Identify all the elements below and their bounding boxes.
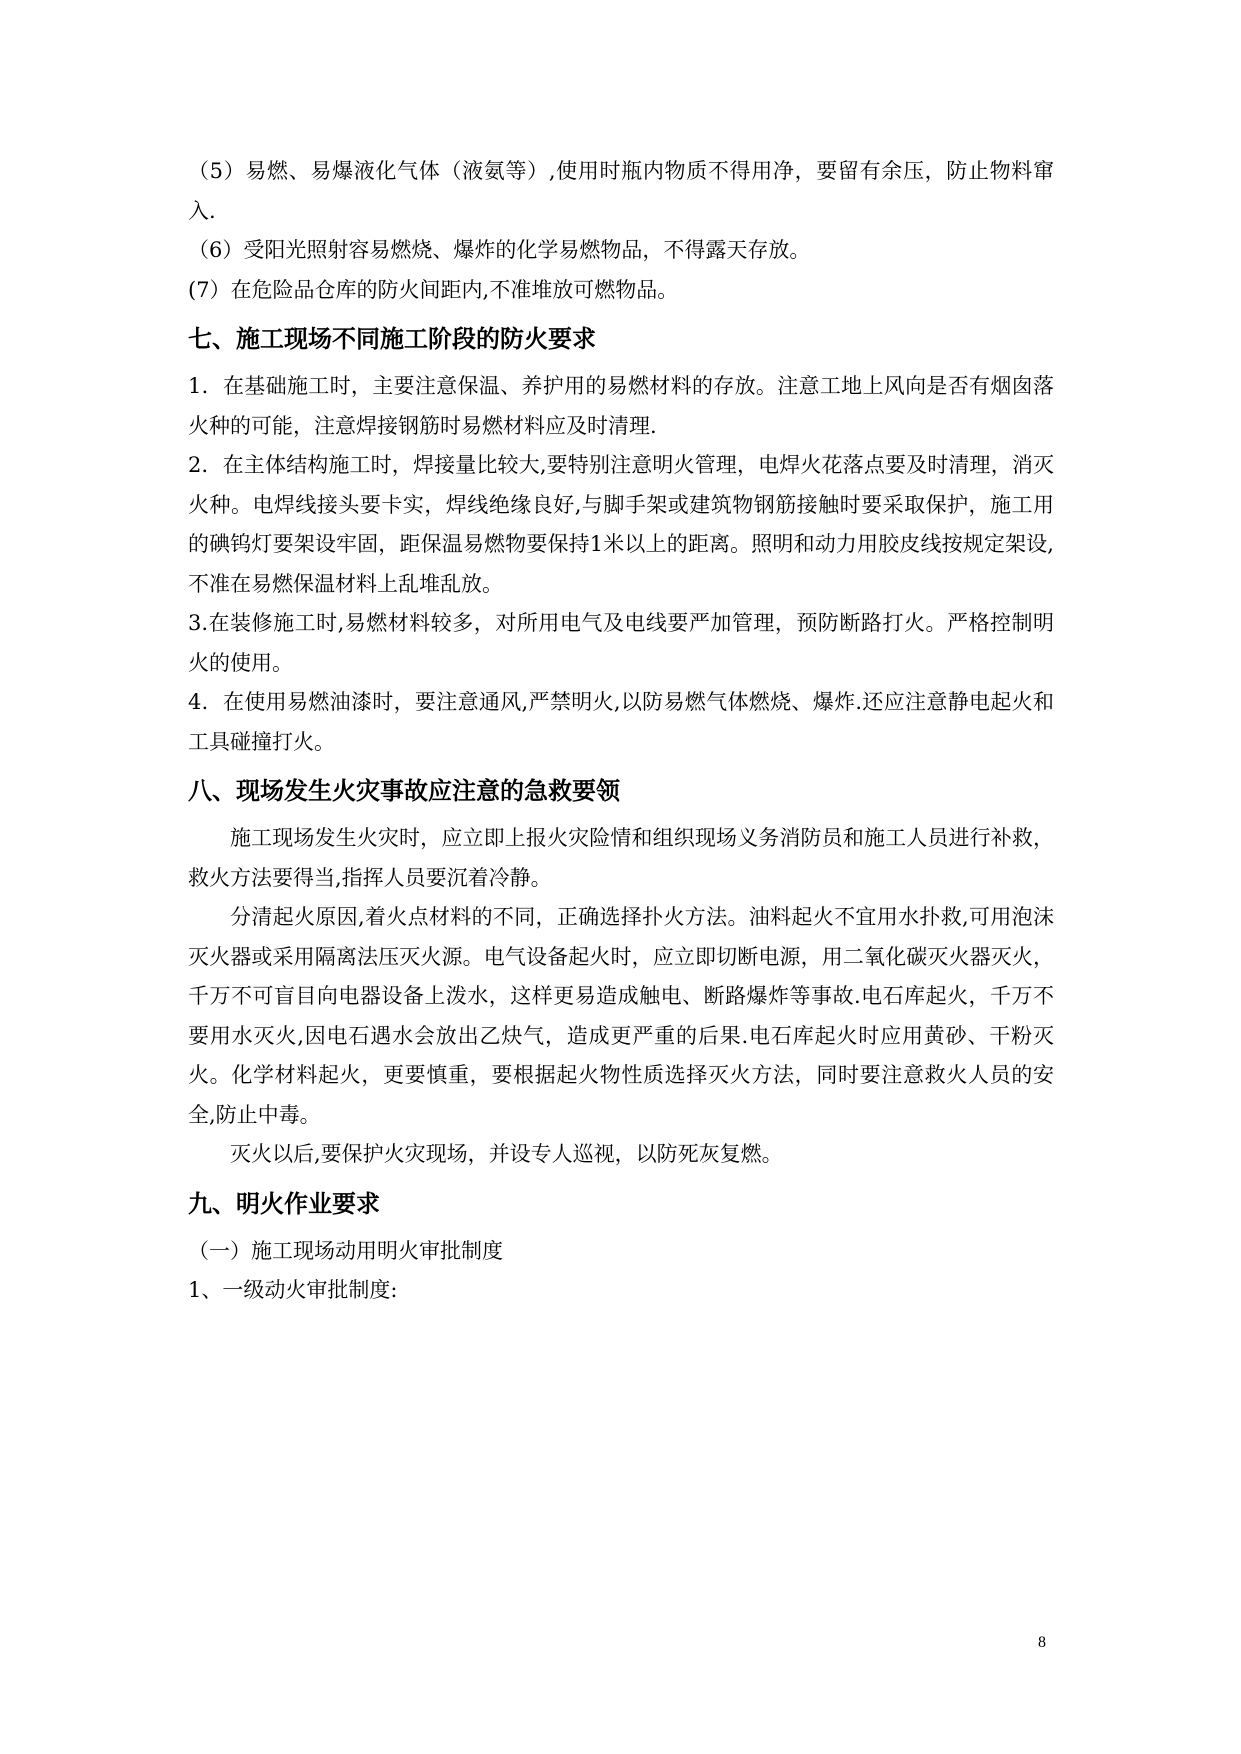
- paragraph: 4．在使用易燃油漆时，要注意通风,严禁明火,以防易燃气体燃烧、爆炸.还应注意静电起火和工具碰撞打火。: [188, 690, 1054, 754]
- section-open-flame-requirements: [188, 1186, 1054, 1311]
- paragraph: 2．在主体结构施工时，焊接量比较大,要特别注意明火管理，电焊火花落点要及时清理，消灭火种。电焊线接头要卡实，焊线绝缘良好,与脚手架或建筑物钢筋接触时要采取保护，施工用的碘钨灯要架设牢固，距保温易燃物要保持1米以上的距离。照明和动力用胶皮线按规定架设,不准在易燃保温材料上乱堆乱放。: [188, 453, 1054, 596]
- paragraph: 灭火以后,要保护火灾现场，并设专人巡视，以防死灰复燃。: [230, 1142, 783, 1166]
- paragraph: 分清起火原因,着火点材料的不同，正确选择扑火方法。油料起火不宜用水扑救,可用泡沫灭火器或采用隔离法压灭火源。电气设备起火时，应立即切断电源，用二氧化碳灭火器灭火，千万不可盲目向电器设备上泼水，这样更易造成触电、断路爆炸等事故.电石库起火，千万不要用水灭火,因电石遇水会放出乙炔气，造成更严重的后果.电石库起火时应用黄砂、干粉灭火。化学材料起火，更要慎重，要根据起火物性质选择灭火方法，同时要注意救火人员的安全,防止中毒。: [188, 905, 1054, 1127]
- paragraph: （一）施工现场动用明火审批制度: [188, 1238, 503, 1263]
- paragraph: 1、一级动火审批制度:: [188, 1278, 398, 1302]
- section-fire-items: [188, 152, 1054, 310]
- page-number: 8: [1038, 1634, 1046, 1651]
- paragraph: 1．在基础施工时，主要注意保温、养护用的易燃材料的存放。注意工地上风向是否有烟囱落火种的可能，注意焊接钢筋时易燃材料应及时清理.: [188, 374, 1054, 438]
- section-fire-emergency-essentials: [188, 773, 1054, 1175]
- section-heading: 八、现场发生火灾事故应注意的急救要领: [188, 777, 620, 805]
- document-page: [188, 152, 1054, 1311]
- paragraph: 施工现场发生火灾时，应立即上报火灾险情和组织现场义务消防员和施工人员进行补救，救火方法要得当,指挥人员要沉着冷静。: [188, 826, 1054, 890]
- paragraph: （5）易燃、易爆液化气体（液氨等）,使用时瓶内物质不得用净，要留有余压，防止物料窜入.: [188, 159, 1054, 223]
- paragraph: (7）在危险品仓库的防火间距内,不准堆放可燃物品。: [188, 277, 679, 302]
- paragraph: （6）受阳光照射容易燃烧、爆炸的化学易燃物品，不得露天存放。: [188, 238, 811, 262]
- section-construction-stage-fire-requirements: [188, 321, 1054, 762]
- section-heading: 七、施工现场不同施工阶段的防火要求: [188, 325, 596, 353]
- section-heading: 九、明火作业要求: [188, 1189, 380, 1218]
- paragraph: 3.在装修施工时,易燃材料较多，对所用电气及电线要严加管理，预防断路打火。严格控制明火的使用。: [188, 611, 1054, 675]
